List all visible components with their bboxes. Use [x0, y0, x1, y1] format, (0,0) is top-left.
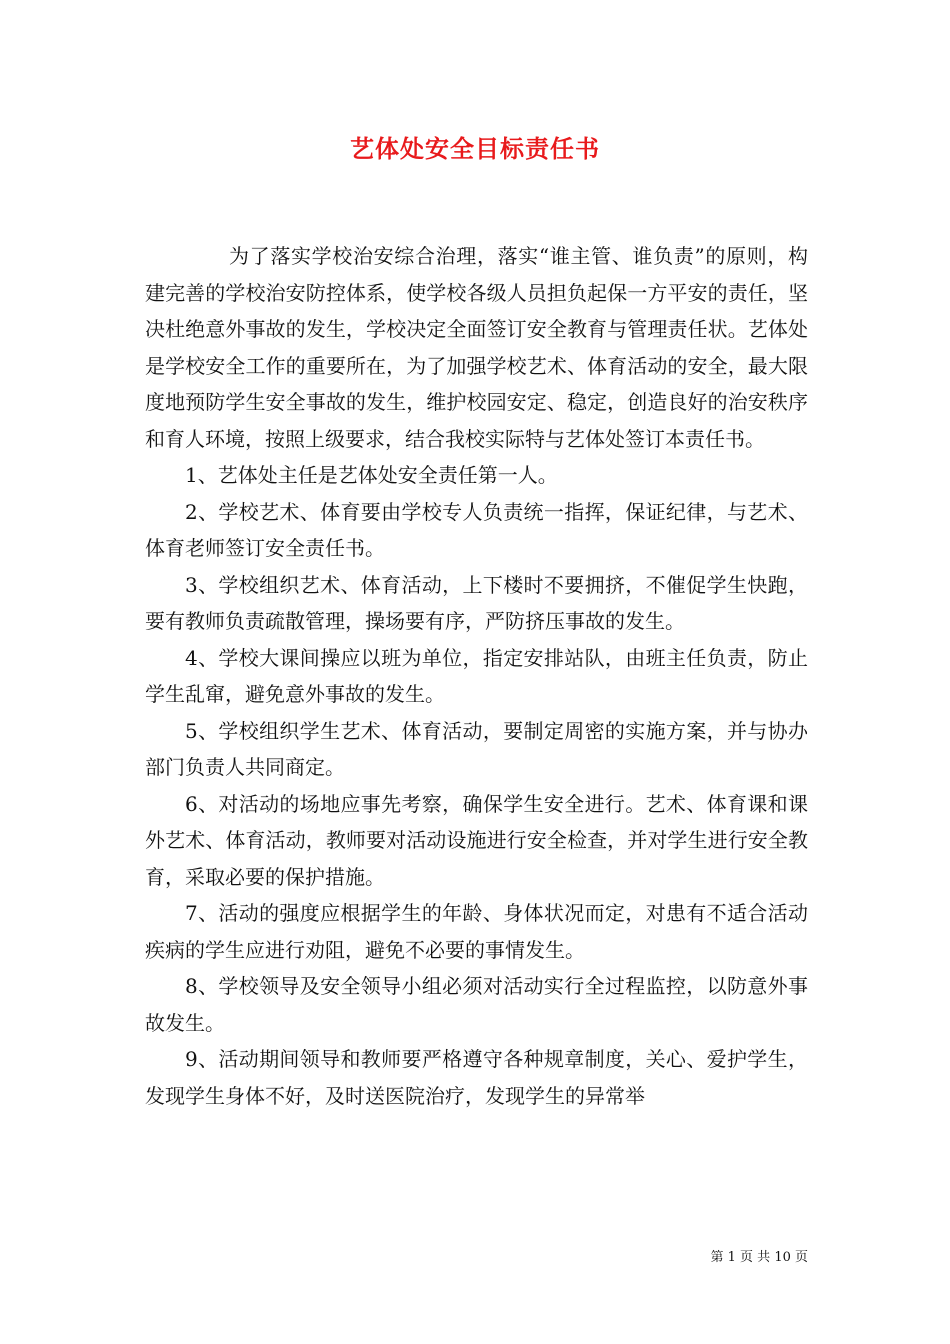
clause-2: 2、学校艺术、体育要由学校专人负责统一指挥，保证纪律，与艺术、体育老师签订安全责任书。	[145, 499, 808, 560]
clause-3: 3、学校组织艺术、体育活动，上下楼时不要拥挤，不催促学生快跑，要有教师负责疏散管理，操场要有序，严防挤压事故的发生。	[145, 572, 808, 633]
clause-1: 1、艺体处主任是艺体处安全责任第一人。	[185, 463, 558, 487]
intro-paragraph: 为了落实学校治安综合治理，落实“谁主管、谁负责”的原则，构建完善的学校治安防控体系，使学校各级人员担负起保一方平安的责任，坚决杜绝意外事故的发生，学校决定全面签订安全教育与管理责任状。艺体处是学校安全工作的重要所在，为了加强学校艺术、体育活动的安全，最大限度地预防学生安全事故的发生，维护校园安定、稳定，创造良好的治安秩序和育人环境，按照上级要求，结合我校实际特与艺体处签订本责任书。	[145, 244, 808, 451]
clause-5: 5、学校组织学生艺术、体育活动，要制定周密的实施方案，并与协办部门负责人共同商定。	[145, 718, 808, 779]
clause-9: 9、活动期间领导和教师要严格遵守各种规章制度，关心、爱护学生，发现学生身体不好，及时送医院治疗，发现学生的异常举	[145, 1047, 808, 1108]
document-title: 艺体处安全目标责任书	[350, 134, 600, 163]
clause-7: 7、活动的强度应根据学生的年龄、身体状况而定，对患有不适合活动疾病的学生应进行劝阻，避免不必要的事情发生。	[145, 901, 808, 962]
clause-4: 4、学校大课间操应以班为单位，指定安排站队，由班主任负责，防止学生乱窜，避免意外事故的发生。	[145, 645, 808, 706]
page-number: 第 1 页 共 10 页	[710, 1250, 808, 1265]
document-body	[145, 238, 808, 1114]
clause-8: 8、学校领导及安全领导小组必须对活动实行全过程监控，以防意外事故发生。	[145, 974, 808, 1035]
clause-6: 6、对活动的场地应事先考察，确保学生安全进行。艺术、体育课和课外艺术、体育活动，教师要对活动设施进行安全检查，并对学生进行安全教育，采取必要的保护措施。	[145, 791, 808, 889]
